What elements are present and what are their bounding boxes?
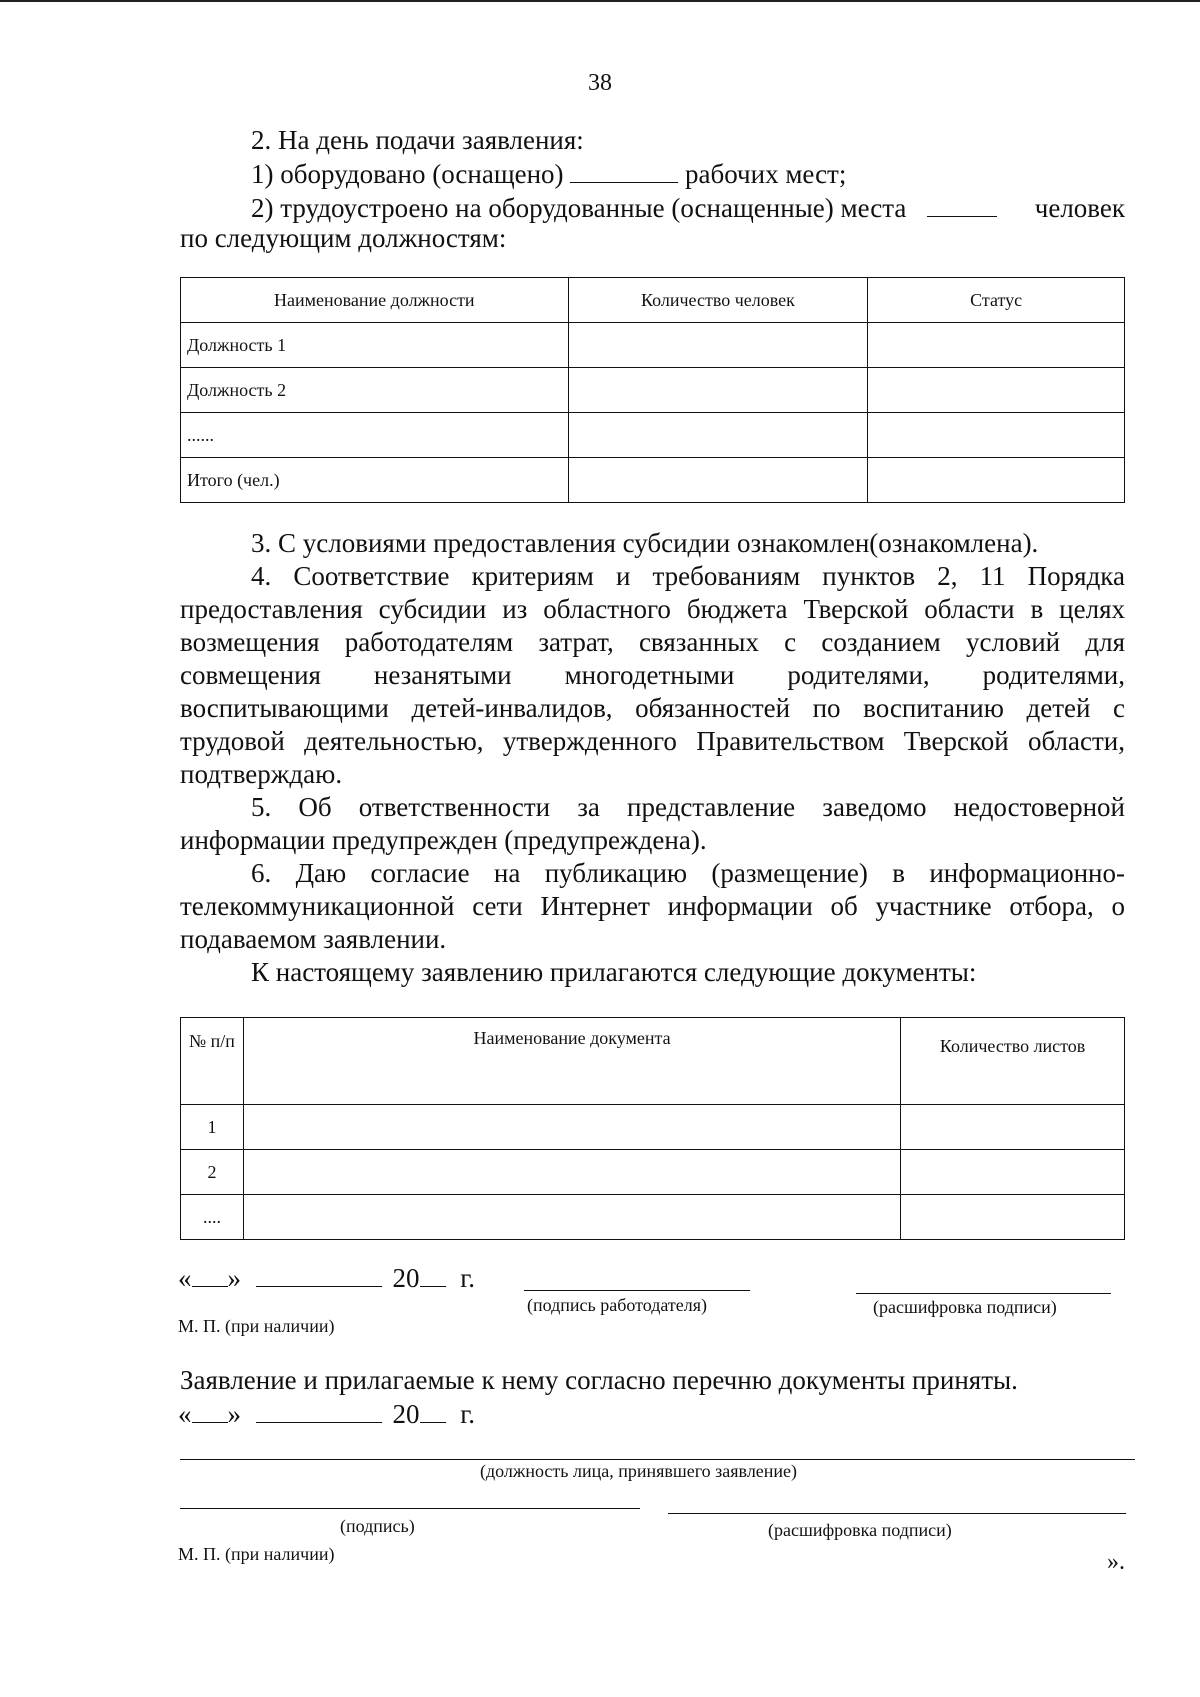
section2-item1 [251,158,846,190]
sheet-count-cell[interactable] [901,1105,1125,1150]
year-prefix: 20 [392,1263,420,1293]
receiver-position-caption: (должность лица, принявшего заявление) [480,1461,798,1481]
date-close-quote: » [227,1399,241,1429]
date-open-quote: « [178,1263,192,1293]
receiver-decoding-line[interactable] [668,1513,1126,1514]
employer-decoding-line[interactable] [856,1293,1111,1294]
receiver-position-line[interactable] [180,1459,1135,1460]
section5-last: информации предупрежден (предупреждена). [180,825,707,855]
table-row [181,368,1125,413]
header-sheet-count: Количество листов [901,1018,1125,1105]
year-suffix: г. [460,1263,476,1293]
row-number-cell: 1 [181,1105,244,1150]
people-count-cell[interactable] [568,368,868,413]
header-document-name: Наименование документа [243,1018,900,1105]
year-prefix: 20 [392,1399,420,1429]
positions-table [180,277,1125,503]
closing-quote-mark: ». [1107,1549,1125,1575]
section4-line6: трудовой деятельностью, утвержденного Правительством Тверской области, [180,726,1125,756]
people-count-cell[interactable] [568,413,868,458]
header-people-count: Количество человек [568,278,868,323]
section4-line4: совмещения незанятыми многодетными родителями, родителями, [180,660,1125,690]
employer-signature-caption: (подпись работодателя) [527,1295,708,1315]
year-blank[interactable] [420,1400,446,1423]
workplaces-blank[interactable] [570,160,678,183]
total-status-cell[interactable] [868,458,1125,503]
receiver-stamp-note: М. П. (при наличии) [178,1544,335,1564]
status-cell[interactable] [868,413,1125,458]
section2-heading: 2. На день подачи заявления: [251,125,584,155]
section4-line1: 4. Соответствие критериям и требованиям пунктов 2, 11 Порядка [251,561,1125,591]
section3: 3. С условиями предоставления субсидии ознакомлен(ознакомлена). [251,528,1039,558]
receiver-decoding-caption: (расшифровка подписи) [768,1520,952,1540]
table-row-total [181,458,1125,503]
position-name-cell: Должность 2 [181,368,569,413]
total-count-cell[interactable] [568,458,868,503]
header-status: Статус [868,278,1125,323]
document-name-cell[interactable] [243,1105,900,1150]
section4-line2: предоставления субсидии из областного бюджета Тверской области в целях [180,594,1125,624]
month-blank[interactable] [256,1264,382,1287]
section2-item2 [251,192,1125,224]
sheet-count-cell[interactable] [901,1195,1125,1240]
sheet-count-cell[interactable] [901,1150,1125,1195]
month-blank[interactable] [256,1400,382,1423]
employer-signature-line[interactable] [524,1290,750,1291]
date-close-quote: » [227,1263,241,1293]
section4-last: подтверждаю. [180,759,343,789]
people-count-cell[interactable] [568,323,868,368]
year-suffix: г. [460,1399,476,1429]
item2-suffix: человек [1034,193,1125,223]
table-row [181,1150,1125,1195]
document-name-cell[interactable] [243,1150,900,1195]
header-number: № п/п [181,1018,244,1105]
document-name-cell[interactable] [243,1195,900,1240]
positions-header-row [181,278,1125,323]
status-cell[interactable] [868,368,1125,413]
section5-line1: 5. Об ответственности за представление заведомо недостоверной [251,792,1125,822]
day-blank[interactable] [192,1264,228,1287]
table-row [181,1105,1125,1150]
section4-line5: воспитывающими детей-инвалидов, обязанностей по воспитанию детей с [180,693,1125,723]
employer-stamp-note: М. П. (при наличии) [178,1316,335,1336]
item1-suffix: рабочих мест; [685,159,847,189]
row-number-cell: .... [181,1195,244,1240]
receiver-signature-caption: (подпись) [340,1516,415,1536]
section6-last: подаваемом заявлении. [180,924,447,954]
table-row [181,413,1125,458]
employer-date-line [178,1262,475,1294]
acceptance-text: Заявление и прилагаемые к нему согласно перечню документы приняты. [180,1365,1018,1395]
section2-item2-cont: по следующим должностям: [180,223,507,253]
section4-line3: возмещения работодателям затрат, связанных с созданием условий для [180,627,1125,657]
day-blank[interactable] [192,1400,228,1423]
year-blank[interactable] [420,1264,446,1287]
acceptance-date-line [178,1398,475,1430]
table-row [181,323,1125,368]
position-name-cell: ...... [181,413,569,458]
documents-table [180,1017,1125,1240]
section6-line1: 6. Даю согласие на публикацию (размещение) в информационно- [251,858,1125,888]
table-row [181,1195,1125,1240]
employer-decoding-caption: (расшифровка подписи) [873,1297,1057,1317]
date-open-quote: « [178,1399,192,1429]
section6-line2: телекоммуникационной сети Интернет информации об участнике отбора, о [180,891,1125,921]
page-top-edge [0,0,1200,2]
employed-count-blank[interactable] [927,194,997,217]
item2-prefix: 2) трудоустроено на оборудованные (оснащенные) места [251,193,907,223]
row-number-cell: 2 [181,1150,244,1195]
status-cell[interactable] [868,323,1125,368]
receiver-signature-line[interactable] [180,1508,640,1509]
item1-prefix: 1) оборудовано (оснащено) [251,159,564,189]
position-name-cell: Должность 1 [181,323,569,368]
total-label-cell: Итого (чел.) [181,458,569,503]
attachments-intro: К настоящему заявлению прилагаются следующие документы: [251,957,977,987]
page-number: 38 [588,70,612,96]
documents-header-row [181,1018,1125,1105]
header-position-name: Наименование должности [181,278,569,323]
